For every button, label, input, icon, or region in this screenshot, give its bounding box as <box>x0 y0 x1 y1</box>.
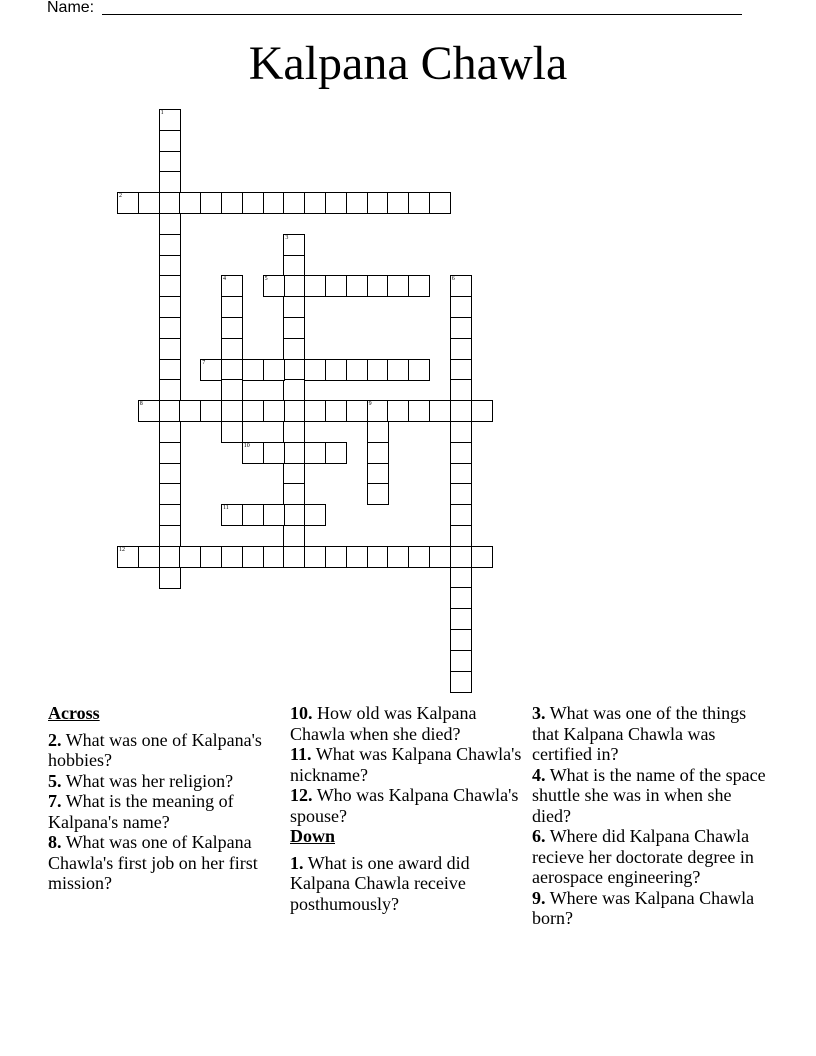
grid-cell[interactable] <box>221 317 243 339</box>
grid-cell[interactable] <box>346 400 368 422</box>
grid-cell[interactable] <box>221 546 243 568</box>
grid-cell[interactable] <box>408 275 430 297</box>
grid-cell[interactable] <box>283 546 305 568</box>
grid-cell[interactable] <box>367 359 389 381</box>
grid-cell[interactable] <box>450 463 472 485</box>
grid-cell[interactable] <box>283 483 305 505</box>
grid-cell[interactable] <box>263 546 285 568</box>
grid-cell[interactable] <box>450 546 472 568</box>
clue-number: 6. <box>532 826 546 846</box>
grid-cell[interactable] <box>367 275 389 297</box>
grid-cell[interactable] <box>159 234 181 256</box>
clue-text: What was her religion? <box>65 770 234 791</box>
grid-cell[interactable] <box>263 192 285 214</box>
grid-cell[interactable] <box>159 421 181 443</box>
grid-cell[interactable] <box>159 192 181 214</box>
clue-down-6 <box>532 826 772 888</box>
grid-cell[interactable] <box>159 338 181 360</box>
grid-cell[interactable] <box>387 546 409 568</box>
grid-cell[interactable] <box>242 442 264 464</box>
grid-cell[interactable] <box>387 359 409 381</box>
clue-text: What was Kalpana Chawla's nickname? <box>290 744 522 785</box>
grid-cell[interactable] <box>159 317 181 339</box>
grid-cell[interactable] <box>450 296 472 318</box>
cell-number: 10 <box>243 442 250 449</box>
grid-cell[interactable] <box>283 234 305 256</box>
grid-cell[interactable] <box>283 463 305 485</box>
grid-cell[interactable] <box>221 379 243 401</box>
grid-cell[interactable] <box>159 130 181 152</box>
grid-cell[interactable] <box>263 442 285 464</box>
grid-cell[interactable] <box>283 338 305 360</box>
grid-cell[interactable] <box>263 359 285 381</box>
clue-number: 9. <box>532 887 546 908</box>
clue-down-1 <box>290 853 526 915</box>
grid-cell[interactable] <box>325 192 347 214</box>
grid-cell[interactable] <box>283 359 305 381</box>
grid-cell[interactable] <box>221 504 243 526</box>
grid-cell[interactable] <box>387 275 409 297</box>
grid-cell[interactable] <box>138 546 160 568</box>
clue-down-9 <box>532 888 772 929</box>
cell-number: 7 <box>202 359 206 366</box>
grid-cell[interactable] <box>242 359 264 381</box>
grid-cell[interactable] <box>325 546 347 568</box>
clue-text: Who was Kalpana Chawla's spouse? <box>290 785 519 826</box>
grid-cell[interactable] <box>450 400 472 422</box>
cell-number: 6 <box>451 276 455 283</box>
clue-text: What is one award did Kalpana Chawla receive posthumously? <box>290 852 470 914</box>
clue-down-3 <box>532 703 772 765</box>
grid-cell[interactable] <box>325 442 347 464</box>
grid-cell[interactable] <box>429 192 451 214</box>
grid-cell[interactable] <box>283 296 305 318</box>
grid-cell[interactable] <box>346 192 368 214</box>
grid-cell[interactable] <box>429 546 451 568</box>
clue-across-12 <box>290 785 526 826</box>
clue-number: 8. <box>48 832 62 852</box>
grid-cell[interactable] <box>159 504 181 526</box>
grid-cell[interactable] <box>304 442 326 464</box>
grid-cell[interactable] <box>283 525 305 547</box>
grid-cell[interactable] <box>221 275 243 297</box>
grid-cell[interactable] <box>159 296 181 318</box>
grid-cell[interactable] <box>471 400 493 422</box>
grid-cell[interactable] <box>179 546 201 568</box>
grid-cell[interactable] <box>367 442 389 464</box>
grid-cell[interactable] <box>450 483 472 505</box>
clue-across-10 <box>290 703 526 744</box>
clues-column-2 <box>290 703 526 914</box>
grid-cell[interactable] <box>159 400 181 422</box>
grid-cell[interactable] <box>283 317 305 339</box>
grid-cell[interactable] <box>159 109 181 131</box>
grid-cell[interactable] <box>346 546 368 568</box>
clue-text: What was one of the things that Kalpana Chawla was certified in? <box>532 703 747 764</box>
grid-cell[interactable] <box>346 359 368 381</box>
grid-cell[interactable] <box>450 650 472 672</box>
clue-text: What was one of Kalpana Chawla's first job on her first mission? <box>48 832 258 893</box>
clue-text: What is the name of the space shuttle she was in when she died? <box>532 764 766 826</box>
grid-cell[interactable] <box>159 379 181 401</box>
grid-cell[interactable] <box>408 546 430 568</box>
grid-cell[interactable] <box>263 504 285 526</box>
grid-cell[interactable] <box>138 192 160 214</box>
grid-cell[interactable] <box>408 192 430 214</box>
grid-cell[interactable] <box>283 255 305 277</box>
grid-cell[interactable] <box>325 275 347 297</box>
grid-cell[interactable] <box>450 567 472 589</box>
grid-cell[interactable] <box>408 400 430 422</box>
grid-cell[interactable] <box>221 400 243 422</box>
grid-cell[interactable] <box>221 421 243 443</box>
grid-cell[interactable] <box>325 400 347 422</box>
grid-cell[interactable] <box>429 400 451 422</box>
grid-cell[interactable] <box>450 338 472 360</box>
cell-number: 8 <box>139 401 143 408</box>
grid-cell[interactable] <box>367 483 389 505</box>
grid-cell[interactable] <box>159 275 181 297</box>
grid-cell[interactable] <box>221 338 243 360</box>
clue-number: 7. <box>48 791 62 811</box>
grid-cell[interactable] <box>367 192 389 214</box>
grid-cell[interactable] <box>450 629 472 651</box>
puzzle-title: Kalpana Chawla <box>248 37 568 90</box>
grid-cell[interactable] <box>304 504 326 526</box>
grid-cell[interactable] <box>200 192 222 214</box>
grid-cell[interactable] <box>117 192 139 214</box>
clue-across-5 <box>48 771 284 792</box>
grid-cell[interactable] <box>159 171 181 193</box>
grid-cell[interactable] <box>283 504 305 526</box>
grid-cell[interactable] <box>117 546 139 568</box>
grid-cell[interactable] <box>304 546 326 568</box>
grid-cell[interactable] <box>304 192 326 214</box>
grid-cell[interactable] <box>200 359 222 381</box>
grid-cell[interactable] <box>159 151 181 173</box>
grid-cell[interactable] <box>450 317 472 339</box>
clue-number: 10. <box>290 703 313 723</box>
grid-cell[interactable] <box>263 400 285 422</box>
grid-cell[interactable] <box>159 567 181 589</box>
grid-cell[interactable] <box>242 400 264 422</box>
grid-cell[interactable] <box>367 463 389 485</box>
clue-text: What is the meaning of Kalpana's name? <box>48 791 234 832</box>
down-heading: Down <box>290 826 336 846</box>
grid-cell[interactable] <box>450 275 472 297</box>
grid-cell[interactable] <box>450 442 472 464</box>
grid-cell[interactable] <box>304 400 326 422</box>
cell-number: 12 <box>119 546 125 553</box>
grid-cell[interactable] <box>159 546 181 568</box>
cell-number: 5 <box>264 276 268 283</box>
grid-cell[interactable] <box>200 546 222 568</box>
grid-cell[interactable] <box>242 546 264 568</box>
grid-cell[interactable] <box>179 400 201 422</box>
clue-text: Where did Kalpana Chawla recieve her doctorate degree in aerospace engineering? <box>532 826 754 887</box>
grid-cell[interactable] <box>408 359 430 381</box>
clue-number: 12. <box>290 785 313 805</box>
grid-cell[interactable] <box>450 359 472 381</box>
across-heading: Across <box>48 703 100 723</box>
grid-cell[interactable] <box>221 296 243 318</box>
clues-column-3 <box>532 703 772 929</box>
grid-cell[interactable] <box>283 192 305 214</box>
clue-down-4 <box>532 765 772 827</box>
grid-cell[interactable] <box>221 192 243 214</box>
clue-number: 1. <box>290 852 304 873</box>
clue-across-2 <box>48 730 284 771</box>
cell-number: 2 <box>119 193 122 200</box>
grid-cell[interactable] <box>387 192 409 214</box>
grid-cell[interactable] <box>283 379 305 401</box>
grid-cell[interactable] <box>159 359 181 381</box>
grid-cell[interactable] <box>450 504 472 526</box>
grid-cell[interactable] <box>367 400 389 422</box>
grid-cell[interactable] <box>450 671 472 693</box>
clue-number: 2. <box>48 729 62 750</box>
grid-cell[interactable] <box>159 525 181 547</box>
grid-cell[interactable] <box>283 275 305 297</box>
grid-cell[interactable] <box>242 504 264 526</box>
cell-number: 1 <box>160 110 164 116</box>
grid-cell[interactable] <box>387 400 409 422</box>
grid-cell[interactable] <box>346 275 368 297</box>
grid-cell[interactable] <box>450 379 472 401</box>
grid-cell[interactable] <box>304 275 326 297</box>
cell-number: 9 <box>368 401 372 408</box>
cell-number: 4 <box>223 276 226 283</box>
grid-cell[interactable] <box>450 587 472 609</box>
grid-cell[interactable] <box>221 359 243 381</box>
grid-cell[interactable] <box>159 255 181 277</box>
name-label: Name: <box>47 0 95 16</box>
grid-cell[interactable] <box>450 421 472 443</box>
grid-cell[interactable] <box>325 359 347 381</box>
grid-cell[interactable] <box>179 192 201 214</box>
clue-across-7 <box>48 791 284 832</box>
grid-cell[interactable] <box>367 546 389 568</box>
clue-across-11 <box>290 744 526 785</box>
cell-number: 11 <box>223 505 229 512</box>
clue-number: 11. <box>290 744 312 764</box>
grid-cell[interactable] <box>450 525 472 547</box>
grid-cell[interactable] <box>200 400 222 422</box>
cell-number: 3 <box>285 234 289 241</box>
grid-cell[interactable] <box>283 400 305 422</box>
clues-column-1 <box>48 703 284 894</box>
grid-cell[interactable] <box>263 275 285 297</box>
grid-cell[interactable] <box>471 546 493 568</box>
clue-number: 5. <box>48 770 62 791</box>
grid-cell[interactable] <box>450 608 472 630</box>
grid-cell[interactable] <box>242 192 264 214</box>
clue-text: How old was Kalpana Chawla when she died? <box>290 703 477 744</box>
grid-cell[interactable] <box>159 483 181 505</box>
grid-cell[interactable] <box>367 421 389 443</box>
grid-cell[interactable] <box>159 213 181 235</box>
grid-cell[interactable] <box>304 359 326 381</box>
grid-cell[interactable] <box>138 400 160 422</box>
grid-cell[interactable] <box>283 421 305 443</box>
clue-text: What was one of Kalpana's hobbies? <box>48 729 262 770</box>
clue-across-8 <box>48 832 284 894</box>
clue-number: 4. <box>532 764 546 785</box>
grid-cell[interactable] <box>159 442 181 464</box>
clue-text: Where was Kalpana Chawla born? <box>532 887 755 928</box>
grid-cell[interactable] <box>159 463 181 485</box>
clue-number: 3. <box>532 703 546 723</box>
grid-cell[interactable] <box>283 442 305 464</box>
